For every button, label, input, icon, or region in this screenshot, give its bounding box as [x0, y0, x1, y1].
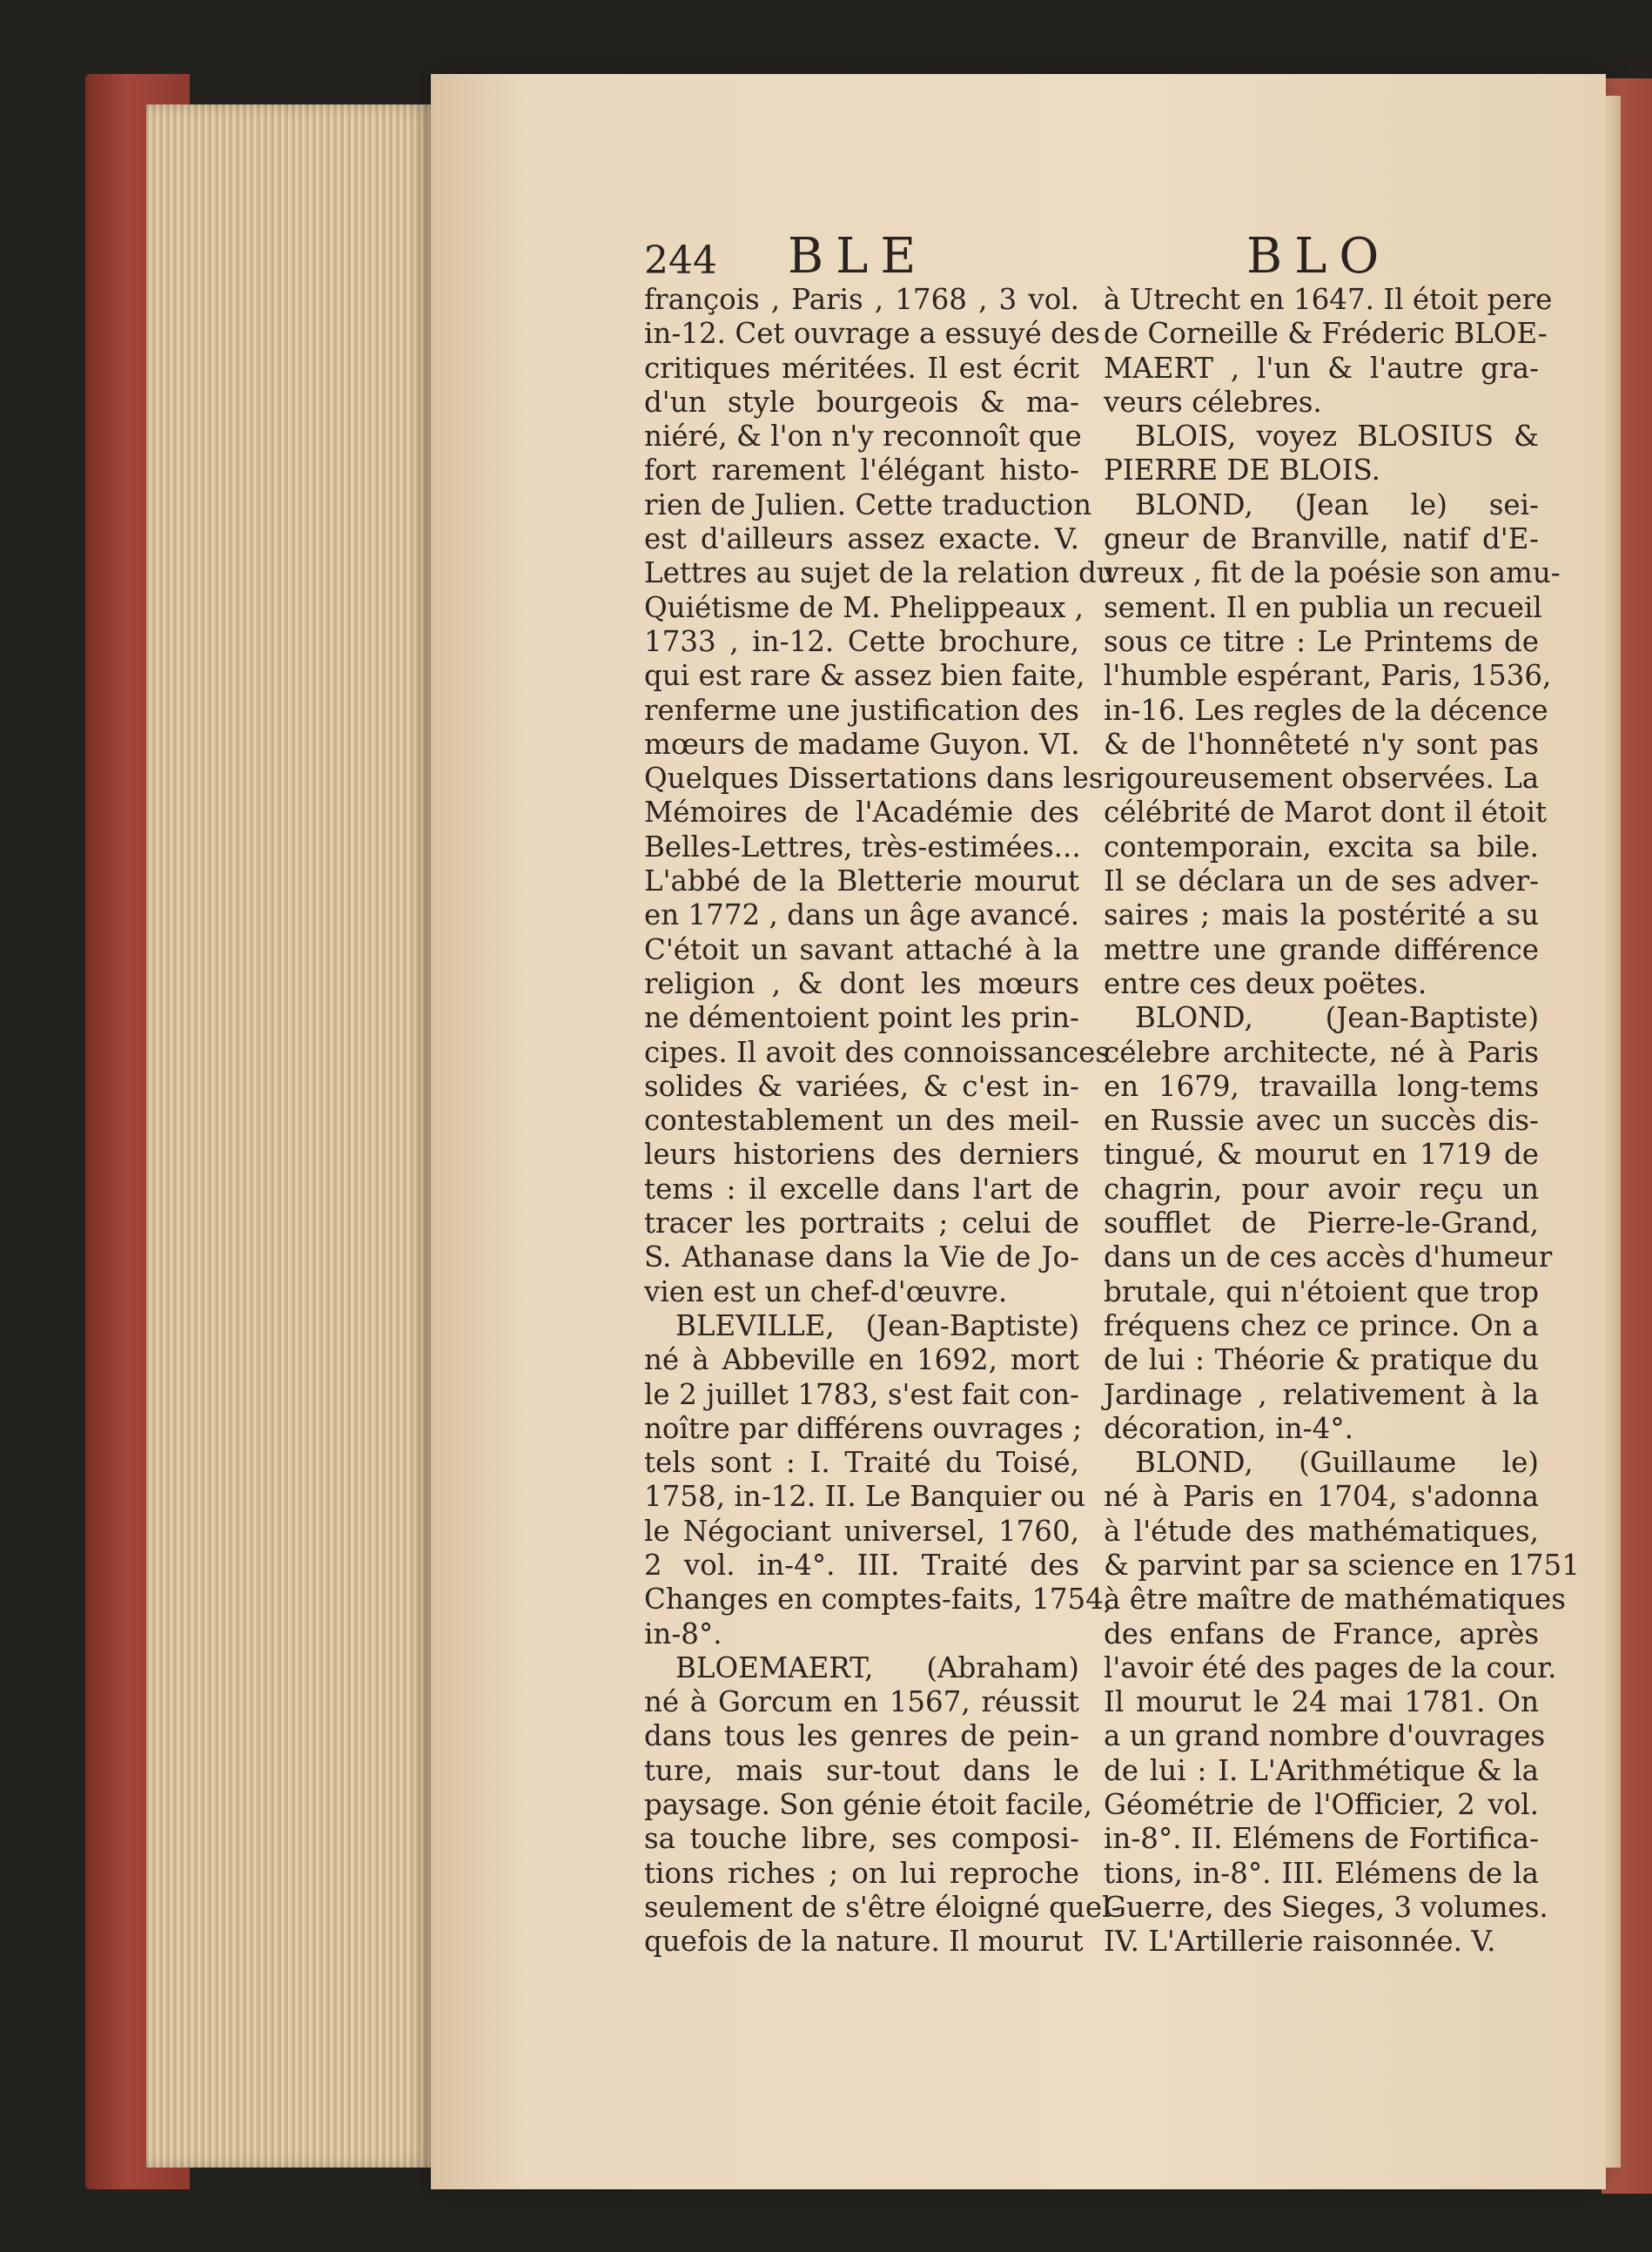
- text-line: in-8°.: [644, 1617, 722, 1650]
- text-line: & de l'honnêteté n'y sont pas: [1104, 727, 1539, 761]
- text-line: 1758, in-12. II. Le Banquier ou: [644, 1480, 1086, 1514]
- text-line: mettre une grande différence: [1104, 932, 1539, 966]
- text-line: contestablement un des meil-: [644, 1104, 1079, 1138]
- text-line: Géométrie de l'Officier, 2 vol.: [1104, 1788, 1539, 1822]
- text-line: des enfans de France, après: [1104, 1617, 1539, 1650]
- text-line: BLOND, (Guillaume le): [1135, 1446, 1539, 1480]
- text-line: MAERT , l'un & l'autre gra-: [1104, 351, 1539, 385]
- text-line: Mémoires de l'Académie des: [644, 796, 1079, 830]
- text-line: in-8°. II. Elémens de Fortifica-: [1104, 1822, 1539, 1856]
- text-line: fréquens chez ce prince. On a: [1104, 1308, 1539, 1342]
- text-line: vreux , fit de la poésie son amu-: [1104, 556, 1561, 590]
- text-line: sous ce titre : Le Printems de: [1104, 624, 1539, 658]
- text-line: Belles-Lettres, très-estimées...: [644, 830, 1081, 864]
- text-line: veurs célebres.: [1104, 385, 1322, 419]
- text-line: en Russie avec un succès dis-: [1104, 1104, 1539, 1138]
- left-text-column: [644, 283, 1121, 1960]
- text-line: célébrité de Marot dont il étoit: [1104, 796, 1548, 830]
- text-line: IV. L'Artillerie raisonnée. V.: [1104, 1925, 1496, 1959]
- text-line: C'étoit un savant attaché à la: [644, 932, 1079, 966]
- text-line: fort rarement l'élégant histo-: [644, 454, 1079, 487]
- text-line: né à Paris en 1704, s'adonna: [1104, 1480, 1539, 1514]
- text-line: tions, in-8°. III. Elémens de la: [1104, 1856, 1539, 1890]
- text-line: le 2 juillet 1783, s'est fait con-: [644, 1377, 1079, 1411]
- text-line: Jardinage , relativement à la: [1104, 1377, 1539, 1411]
- text-line: tels sont : I. Traité du Toisé,: [644, 1446, 1079, 1480]
- text-line: tracer les portraits ; celui de: [644, 1207, 1079, 1240]
- text-line: noître par différens ouvrages ;: [644, 1411, 1083, 1445]
- text-line: dans un de ces accès d'humeur: [1104, 1240, 1553, 1274]
- text-line: solides & variées, & c'est in-: [644, 1069, 1079, 1103]
- text-line: de Corneille & Fréderic BLOE-: [1104, 317, 1548, 351]
- text-line: niéré, & l'on n'y reconnoît que: [644, 420, 1082, 454]
- text-line: tions riches ; on lui reproche: [644, 1856, 1079, 1890]
- text-line: Quiétisme de M. Phelippeaux ,: [644, 590, 1084, 624]
- text-line: vien est un chef-d'œuvre.: [644, 1274, 1008, 1308]
- text-line: soufflet de Pierre-le-Grand,: [1104, 1207, 1539, 1240]
- facing-page-edge: [1602, 96, 1621, 2168]
- text-line: entre ces deux poëtes.: [1104, 966, 1427, 1000]
- text-line: le Négociant universel, 1760,: [644, 1514, 1079, 1548]
- text-line: in-16. Les regles de la décence: [1104, 693, 1548, 727]
- text-line: Quelques Dissertations dans les: [644, 762, 1104, 796]
- running-header: [644, 228, 1558, 285]
- text-line: Il se déclara un de ses adver-: [1104, 864, 1539, 898]
- text-line: leurs historiens des derniers: [644, 1138, 1079, 1172]
- text-line: BLOEMAERT, (Abraham): [675, 1650, 1079, 1684]
- text-line: né à Gorcum en 1567, réussit: [644, 1685, 1079, 1719]
- text-line: tems : il excelle dans l'art de: [644, 1172, 1079, 1206]
- text-line: Lettres au sujet de la relation du: [644, 556, 1115, 590]
- text-line: 1733 , in-12. Cette brochure,: [644, 624, 1079, 658]
- text-line: ne démentoient point les prin-: [644, 1001, 1079, 1035]
- text-line: brutale, qui n'étoient que trop: [1104, 1274, 1539, 1308]
- text-line: BLEVILLE, (Jean-Baptiste): [675, 1308, 1079, 1342]
- text-line: décoration, in-4°.: [1104, 1411, 1353, 1445]
- text-line: de lui : I. L'Arithmétique & la: [1104, 1753, 1539, 1787]
- text-line: 2 vol. in-4°. III. Traité des: [644, 1548, 1079, 1582]
- text-line: in-12. Cet ouvrage a essuyé des: [644, 317, 1100, 351]
- page-edge-stack: [146, 104, 433, 2168]
- text-line: est d'ailleurs assez exacte. V.: [644, 522, 1079, 556]
- text-line: ture, mais sur-tout dans le: [644, 1753, 1079, 1787]
- text-line: critiques méritées. Il est écrit: [644, 351, 1079, 385]
- text-line: à l'étude des mathématiques,: [1104, 1514, 1539, 1548]
- text-line: BLOND, (Jean le) sei-: [1135, 487, 1539, 521]
- text-line: cipes. Il avoit des connoissances: [644, 1035, 1111, 1069]
- text-line: l'humble espérant, Paris, 1536,: [1104, 659, 1552, 693]
- text-line: & parvint par sa science en 1751: [1104, 1548, 1580, 1582]
- text-line: à Utrecht en 1647. Il étoit pere: [1104, 283, 1553, 316]
- text-line: en 1772 , dans un âge avancé.: [644, 898, 1080, 932]
- page-number: 244: [644, 239, 717, 283]
- text-line: d'un style bourgeois & ma-: [644, 385, 1079, 419]
- text-line: sement. Il en publia un recueil: [1104, 590, 1542, 624]
- text-line: sa touche libre, ses composi-: [644, 1822, 1079, 1856]
- text-line: né à Abbeville en 1692, mort: [644, 1343, 1079, 1377]
- text-line: tingué, & mourut en 1719 de: [1104, 1138, 1539, 1172]
- header-left-keyword: BLE: [788, 228, 929, 285]
- text-line: renferme une justification des: [644, 693, 1079, 727]
- text-line: a un grand nombre d'ouvrages: [1104, 1719, 1546, 1753]
- text-line: qui est rare & assez bien faite,: [644, 659, 1085, 693]
- text-line: seulement de s'être éloigné quel-: [644, 1890, 1121, 1924]
- text-line: religion , & dont les mœurs: [644, 966, 1079, 1000]
- text-line: en 1679, travailla long-tems: [1104, 1069, 1539, 1103]
- text-line: françois , Paris , 1768 , 3 vol.: [644, 283, 1079, 316]
- text-line: de lui : Théorie & pratique du: [1104, 1343, 1539, 1377]
- text-line: rien de Julien. Cette traduction: [644, 487, 1092, 521]
- text-line: saires ; mais la postérité a su: [1104, 898, 1539, 932]
- text-line: PIERRE DE BLOIS.: [1104, 454, 1380, 487]
- text-line: paysage. Son génie étoit facile,: [644, 1788, 1092, 1822]
- right-text-column: [1104, 283, 1580, 1960]
- text-line: dans tous les genres de pein-: [644, 1719, 1079, 1753]
- text-line: Guerre, des Sieges, 3 volumes.: [1104, 1890, 1548, 1924]
- text-line: célebre architecte, né à Paris: [1104, 1035, 1539, 1069]
- text-line: rigoureusement observées. La: [1104, 762, 1540, 796]
- text-line: Il mourut le 24 mai 1781. On: [1104, 1685, 1539, 1719]
- header-right-keyword: BLO: [1246, 228, 1392, 285]
- text-line: quefois de la nature. Il mourut: [644, 1925, 1084, 1959]
- text-line: chagrin, pour avoir reçu un: [1104, 1172, 1539, 1206]
- text-line: S. Athanase dans la Vie de Jo-: [644, 1240, 1079, 1274]
- text-line: BLOIS, voyez BLOSIUS &: [1135, 420, 1539, 454]
- text-line: contemporain, excita sa bile.: [1104, 830, 1539, 864]
- text-line: l'avoir été des pages de la cour.: [1104, 1650, 1557, 1684]
- text-line: BLOND, (Jean-Baptiste): [1135, 1001, 1539, 1035]
- text-line: à être maître de mathématiques: [1104, 1583, 1566, 1617]
- text-line: mœurs de madame Guyon. VI.: [644, 727, 1080, 761]
- text-line: L'abbé de la Bletterie mourut: [644, 864, 1079, 898]
- text-line: gneur de Branville, natif d'E-: [1104, 522, 1539, 556]
- text-line: Changes en comptes-faits, 1754,: [644, 1583, 1113, 1617]
